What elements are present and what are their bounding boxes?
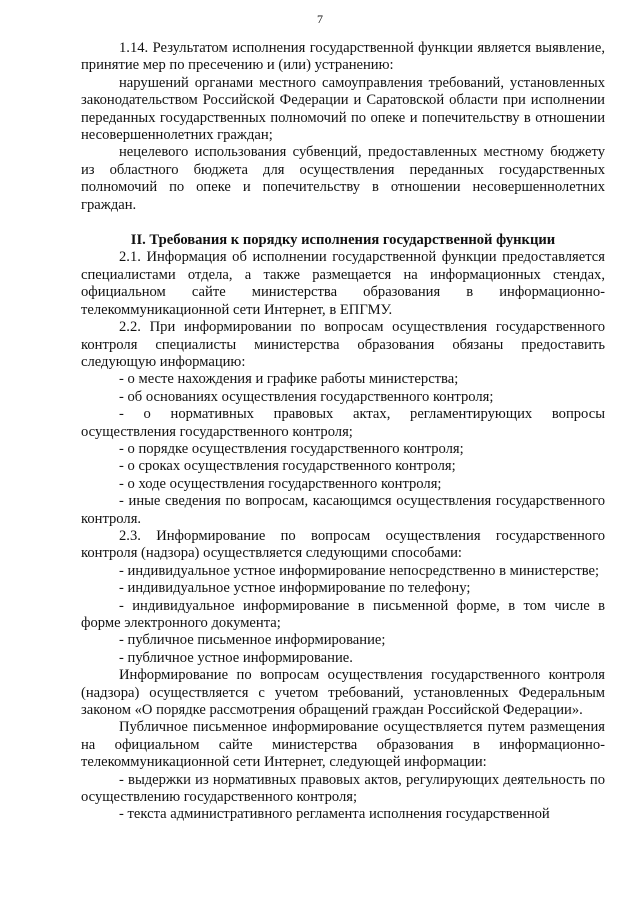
page-number: 7 [317, 12, 323, 26]
paragraph: 2.1. Информация об исполнении государственной функции предоставляется специалистами отдела, а также размещается на информационных стендах, официальном сайте министерства образования в информационно-телекоммуникационной сети Интернет, в ЕПГМУ. [81, 249, 605, 318]
document-body [81, 40, 605, 824]
list-item: - о месте нахождения и графике работы министерства; [119, 371, 459, 388]
list-item: - о порядке осуществления государственного контроля; [119, 440, 464, 457]
list-item: - иные сведения по вопросам, касающимся осуществления государственного контроля. [81, 493, 605, 527]
paragraph: 2.2. При информировании по вопросам осуществления государственного контроля специалисты министерства образования обязаны предоставить следующую информацию: [81, 319, 605, 370]
paragraph: Информирование по вопросам осуществления государственного контроля (надзора) осуществляется с учетом требований, установленных Федеральным законом «О порядке рассмотрения обращений граждан Российской Федерации». [81, 667, 605, 719]
section-heading: II. Требования к порядку исполнения государственной функции [130, 232, 556, 249]
list-item: - о сроках осуществления государственного контроля; [119, 458, 456, 475]
list-item: - об основаниях осуществления государственного контроля; [119, 388, 494, 405]
list-item: - публичное письменное информирование; [119, 632, 386, 649]
paragraph: нарушений органами местного самоуправления требований, установленных законодательством Российской Федерации и Саратовской области при исполнении переданных государственных полномочий по опеке и попечительству в отношении несовершеннолетних граждан; [81, 74, 605, 144]
list-item: - текста административного регламента исполнения государственной [119, 806, 550, 823]
list-item: - индивидуальное устное информирование непосредственно в министерстве; [119, 562, 600, 579]
list-item: - о нормативных правовых актах, регламентирующих вопросы осуществления государственного контроля; [81, 406, 605, 440]
list-item: - индивидуальное устное информирование по телефону; [119, 580, 471, 597]
paragraph: нецелевого использования субвенций, предоставленных местному бюджету из областного бюджета для осуществления переданных государственных полномочий по опеке и попечительству в отношении несовершеннолетних граждан. [81, 144, 605, 213]
list-item: - о ходе осуществления государственного контроля; [119, 475, 442, 492]
list-item: - публичное устное информирование. [119, 649, 353, 666]
list-item: - индивидуальное информирование в письменной форме, в том числе в форме электронного документа; [81, 597, 605, 631]
list-item: - выдержки из нормативных правовых актов, регулирующих деятельность по осуществлению государственного контроля; [81, 771, 605, 806]
paragraph: Публичное письменное информирование осуществляется путем размещения на официальном сайте министерства образования в информационно-телекоммуникационной сети Интернет, следующей информации: [81, 719, 605, 771]
paragraph: 1.14. Результатом исполнения государственной функции является выявление, принятие мер по пресечению и (или) устранению: [81, 40, 605, 74]
paragraph: 2.3. Информирование по вопросам осуществления государственного контроля (надзора) осуществляется следующими способами: [81, 527, 605, 562]
